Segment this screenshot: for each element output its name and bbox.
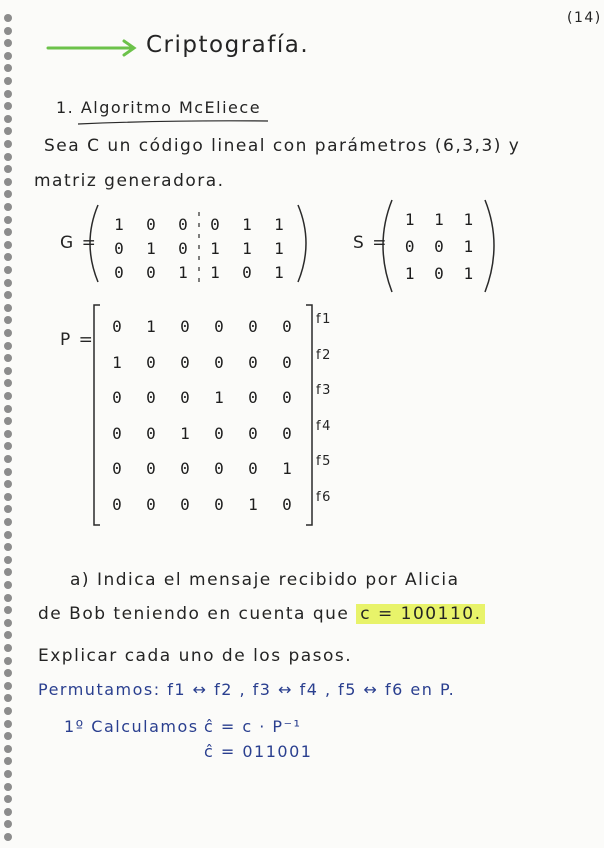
matrix-cell: 1 bbox=[248, 494, 258, 514]
highlighted-codeword: c = 100110. bbox=[356, 604, 485, 624]
matrix-cell: 0 bbox=[146, 262, 156, 282]
matrix-cell: 0 bbox=[282, 317, 292, 337]
section-heading: 1. Algoritmo McEliece bbox=[56, 98, 262, 117]
step-1-formula: ĉ = c · P⁻¹ bbox=[204, 717, 302, 736]
P-row-label: f5 bbox=[316, 454, 332, 469]
matrix-cell: 1 bbox=[146, 238, 156, 258]
matrix-row bbox=[395, 260, 483, 287]
P-matrix bbox=[100, 309, 304, 522]
matrix-cell: 0 bbox=[114, 262, 124, 282]
matrix-cell: 0 bbox=[248, 352, 258, 372]
intro-line-2: matriz generadora. bbox=[34, 171, 225, 191]
matrix-cell: 0 bbox=[282, 423, 292, 443]
matrix-cell: 0 bbox=[146, 459, 156, 479]
matrix-cell: 0 bbox=[180, 317, 190, 337]
matrix-cell: 0 bbox=[434, 264, 444, 283]
matrix-cell: 0 bbox=[180, 459, 190, 479]
matrix-cell: 1 bbox=[274, 214, 284, 234]
matrix-cell: 0 bbox=[112, 494, 122, 514]
P-label: P = bbox=[60, 330, 95, 350]
matrix-cell: 0 bbox=[178, 214, 188, 234]
matrix-row bbox=[395, 206, 483, 233]
matrix-cell: 0 bbox=[214, 494, 224, 514]
matrix-cell: 1 bbox=[178, 262, 188, 282]
matrix-cell: 1 bbox=[114, 214, 124, 234]
question-line-1: a) Indica el mensaje recibido por Alicia bbox=[70, 570, 460, 590]
matrix-cell: 0 bbox=[214, 352, 224, 372]
matrix-cell: 0 bbox=[282, 388, 292, 408]
S-matrix bbox=[395, 206, 483, 287]
matrix-row bbox=[100, 416, 304, 452]
matrix-cell: 0 bbox=[214, 423, 224, 443]
matrix-cell: 1 bbox=[146, 317, 156, 337]
matrix-cell: 1 bbox=[214, 388, 224, 408]
permutation-line: Permutamos: f1 ↔ f2 , f3 ↔ f4 , f5 ↔ f6 en P. bbox=[38, 680, 456, 699]
matrix-row bbox=[100, 309, 304, 345]
matrix-cell: 0 bbox=[146, 352, 156, 372]
matrix-cell: 0 bbox=[112, 459, 122, 479]
question-line-2 bbox=[38, 604, 485, 624]
matrix-cell: 1 bbox=[180, 423, 190, 443]
matrix-cell: 0 bbox=[282, 494, 292, 514]
matrix-cell: 1 bbox=[274, 238, 284, 258]
P-row-label: f1 bbox=[316, 312, 332, 327]
matrix-cell: 1 bbox=[463, 237, 474, 256]
section-underline bbox=[78, 121, 268, 124]
matrix-cell: 0 bbox=[248, 423, 258, 443]
matrix-cell: 0 bbox=[146, 423, 156, 443]
matrix-cell: 0 bbox=[180, 352, 190, 372]
matrix-cell: 0 bbox=[146, 494, 156, 514]
G-label: G = bbox=[60, 233, 98, 253]
P-row-label: f6 bbox=[316, 489, 332, 505]
matrix-cell: 1 bbox=[434, 210, 444, 229]
matrix-cell: 1 bbox=[274, 262, 284, 282]
matrix-cell: 1 bbox=[210, 238, 220, 258]
matrix-cell: 1 bbox=[242, 214, 252, 234]
matrix-cell: 0 bbox=[146, 214, 156, 234]
matrix-row bbox=[103, 236, 295, 260]
matrix-row bbox=[103, 212, 295, 236]
P-row-label: f2 bbox=[316, 347, 332, 363]
matrix-row bbox=[100, 451, 304, 487]
P-row-label: f4 bbox=[316, 418, 332, 434]
P-row-label: f3 bbox=[316, 383, 332, 398]
matrix-cell: 1 bbox=[404, 264, 415, 283]
matrix-cell: 1 bbox=[463, 210, 474, 229]
matrix-cell: 1 bbox=[404, 210, 415, 229]
matrix-cell: 0 bbox=[210, 214, 220, 234]
matrix-cell: 0 bbox=[282, 352, 292, 372]
page-title: Criptografía. bbox=[146, 32, 310, 58]
matrix-cell: 1 bbox=[463, 264, 474, 283]
S-right-paren bbox=[485, 200, 494, 292]
matrix-cell: 0 bbox=[180, 388, 190, 408]
matrix-cell: 0 bbox=[112, 423, 122, 443]
matrix-cell: 1 bbox=[112, 352, 122, 372]
matrix-row bbox=[395, 233, 483, 260]
matrix-cell: 0 bbox=[112, 388, 122, 408]
G-matrix bbox=[103, 212, 295, 284]
page-number: (14) bbox=[567, 10, 602, 26]
matrix-row bbox=[100, 345, 304, 381]
matrix-cell: 0 bbox=[180, 494, 190, 514]
matrix-cell: 0 bbox=[146, 388, 156, 408]
matrix-cell: 1 bbox=[282, 459, 292, 479]
matrix-cell: 0 bbox=[178, 238, 188, 258]
matrix-cell: 0 bbox=[114, 238, 124, 258]
step-1-result: ĉ = 011001 bbox=[204, 742, 313, 761]
matrix-cell: 0 bbox=[214, 317, 224, 337]
matrix-cell: 0 bbox=[112, 317, 122, 337]
G-right-paren bbox=[298, 205, 306, 282]
matrix-row bbox=[100, 380, 304, 416]
matrix-cell: 1 bbox=[210, 262, 220, 282]
P-right-bracket bbox=[306, 305, 312, 525]
matrix-row bbox=[103, 260, 295, 284]
step-1-label: 1º Calculamos bbox=[64, 717, 199, 736]
question-line-2-text: de Bob teniendo en cuenta que bbox=[38, 604, 350, 624]
matrix-cell: 0 bbox=[248, 459, 258, 479]
matrix-cell: 0 bbox=[404, 237, 415, 256]
matrix-cell: 0 bbox=[248, 317, 258, 337]
question-line-3: Explicar cada uno de los pasos. bbox=[38, 646, 353, 666]
intro-line-1: Sea C un código lineal con parámetros (6,3,3) y bbox=[44, 136, 521, 156]
matrix-cell: 0 bbox=[214, 459, 224, 479]
matrix-row bbox=[100, 487, 304, 523]
matrix-cell: 0 bbox=[242, 262, 252, 282]
matrix-cell: 0 bbox=[248, 388, 258, 408]
matrix-cell: 1 bbox=[242, 238, 252, 258]
matrix-cell: 0 bbox=[434, 237, 444, 256]
S-label: S = bbox=[353, 233, 388, 253]
